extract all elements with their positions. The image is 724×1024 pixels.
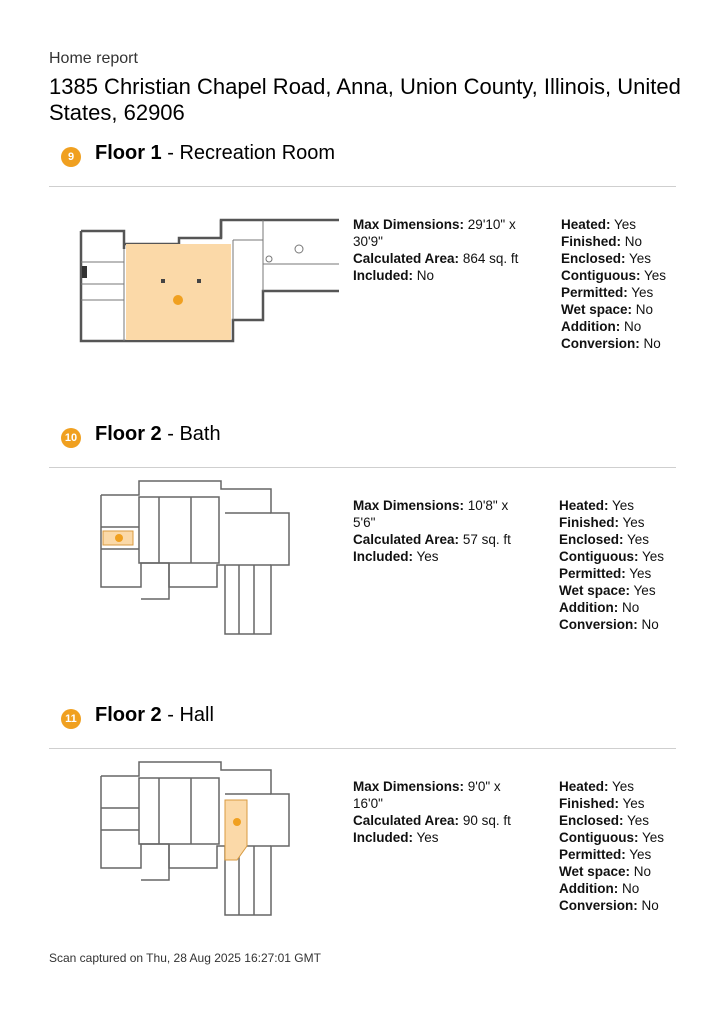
flag-value: Yes (627, 813, 650, 828)
section-header (49, 704, 676, 749)
flag-row (559, 812, 679, 829)
section-title (95, 142, 335, 165)
flag-row (559, 582, 679, 599)
room-section-hall (49, 704, 676, 913)
flag-row (561, 250, 681, 267)
room-number-badge: 11 (61, 709, 81, 729)
detail-value: No (416, 268, 435, 283)
detail-row (353, 216, 533, 250)
flag-row (561, 267, 681, 284)
flag-row (559, 514, 679, 531)
flag-label: Contiguous: (559, 830, 639, 845)
flag-label: Heated: (561, 217, 611, 232)
room-name: Bath (179, 423, 221, 445)
flag-label: Conversion: (559, 617, 638, 632)
flag-row (561, 284, 681, 301)
flag-value: No (622, 881, 640, 896)
flag-row (559, 880, 679, 897)
flag-label: Conversion: (559, 898, 638, 913)
detail-value: Yes (416, 830, 439, 845)
flag-row (559, 863, 679, 880)
flag-value: Yes (614, 217, 637, 232)
floor-label: Floor 1 (95, 142, 162, 164)
property-address: 1385 Christian Chapel Road, Anna, Union County, Illinois, United States, 62906 (49, 74, 681, 125)
section-title (95, 704, 214, 727)
detail-row (353, 250, 533, 267)
section-title (95, 423, 221, 446)
flag-row (559, 531, 679, 548)
detail-row (353, 267, 533, 284)
flag-value: Yes (629, 847, 652, 862)
flag-label: Heated: (559, 779, 609, 794)
flag-label: Contiguous: (559, 549, 639, 564)
floor-label: Floor 2 (95, 704, 162, 726)
floor-plan-diagram (79, 204, 339, 364)
flag-row (559, 846, 679, 863)
flag-label: Finished: (561, 234, 621, 249)
flag-value: Yes (633, 583, 656, 598)
flag-value: Yes (631, 285, 654, 300)
flag-row (559, 565, 679, 582)
room-details (353, 497, 533, 565)
title-separator: - (161, 423, 180, 445)
flag-row (559, 897, 679, 914)
floor-plan-diagram (99, 760, 299, 920)
flag-label: Addition: (561, 319, 621, 334)
flag-value: Yes (642, 830, 665, 845)
detail-row (353, 548, 533, 565)
flag-value: No (635, 302, 654, 317)
detail-label: Max Dimensions: (353, 498, 465, 513)
flag-label: Conversion: (561, 336, 640, 351)
title-separator: - (161, 704, 180, 726)
detail-row (353, 829, 533, 846)
flag-value: Yes (622, 515, 645, 530)
room-number-badge: 10 (61, 428, 81, 448)
detail-value: 90 sq. ft (462, 813, 511, 828)
detail-label: Included: (353, 549, 413, 564)
room-name: Recreation Room (179, 142, 336, 164)
detail-label: Included: (353, 830, 413, 845)
room-number-badge: 9 (61, 147, 81, 167)
room-details (353, 216, 533, 284)
flag-row (559, 778, 679, 795)
flag-label: Addition: (559, 881, 619, 896)
flag-value: No (641, 617, 659, 632)
flag-label: Finished: (559, 796, 619, 811)
flag-value: Yes (622, 796, 645, 811)
flag-value: Yes (612, 498, 635, 513)
room-section-bath (49, 423, 676, 632)
flag-label: Permitted: (561, 285, 628, 300)
flag-value: Yes (627, 532, 650, 547)
detail-value: 9'0" x 16'0" (353, 779, 501, 811)
flag-label: Heated: (559, 498, 609, 513)
flag-row (561, 301, 681, 318)
flag-row (559, 497, 679, 514)
flag-label: Enclosed: (561, 251, 626, 266)
flag-row (559, 795, 679, 812)
detail-row (353, 778, 533, 812)
flag-label: Permitted: (559, 847, 626, 862)
detail-value: 57 sq. ft (462, 532, 511, 547)
flag-row (559, 599, 679, 616)
flag-label: Enclosed: (559, 813, 624, 828)
flag-label: Finished: (559, 515, 619, 530)
flag-label: Permitted: (559, 566, 626, 581)
room-flags (559, 497, 679, 633)
detail-label: Calculated Area: (353, 532, 460, 547)
flag-row (561, 216, 681, 233)
report-label: Home report (49, 50, 138, 67)
flag-value: No (641, 898, 659, 913)
flag-label: Wet space: (559, 583, 631, 598)
detail-value: 10'8" x 5'6" (353, 498, 509, 530)
flag-value: Yes (629, 251, 652, 266)
flag-label: Wet space: (559, 864, 631, 879)
detail-value: 864 sq. ft (462, 251, 519, 266)
flag-row (559, 616, 679, 633)
floor-label: Floor 2 (95, 423, 162, 445)
flag-label: Addition: (559, 600, 619, 615)
detail-row (353, 497, 533, 531)
floor-plan-diagram (99, 479, 299, 639)
detail-label: Included: (353, 268, 413, 283)
title-separator: - (161, 142, 180, 164)
detail-value: Yes (416, 549, 439, 564)
flag-value: No (633, 864, 652, 879)
flag-value: Yes (642, 549, 665, 564)
flag-row (561, 233, 681, 250)
flag-row (559, 548, 679, 565)
room-flags (559, 778, 679, 914)
flag-row (561, 318, 681, 335)
flag-value: No (622, 600, 640, 615)
section-header (49, 142, 676, 187)
detail-label: Calculated Area: (353, 251, 460, 266)
scan-timestamp: Scan captured on Thu, 28 Aug 2025 16:27:01 GMT (49, 951, 321, 965)
detail-label: Calculated Area: (353, 813, 460, 828)
room-details (353, 778, 533, 846)
flag-value: No (624, 319, 642, 334)
detail-value: 29'10" x 30'9" (353, 217, 516, 249)
detail-row (353, 531, 533, 548)
flag-row (561, 335, 681, 352)
detail-row (353, 812, 533, 829)
room-flags (561, 216, 681, 352)
flag-label: Enclosed: (559, 532, 624, 547)
flag-value: Yes (629, 566, 652, 581)
section-header (49, 423, 676, 468)
flag-value: Yes (612, 779, 635, 794)
flag-label: Wet space: (561, 302, 633, 317)
flag-value: No (643, 336, 661, 351)
detail-label: Max Dimensions: (353, 779, 465, 794)
detail-label: Max Dimensions: (353, 217, 465, 232)
flag-row (559, 829, 679, 846)
flag-label: Contiguous: (561, 268, 641, 283)
room-section-recreation-room (49, 142, 676, 351)
flag-value: Yes (644, 268, 667, 283)
room-name: Hall (179, 704, 214, 726)
flag-value: No (624, 234, 643, 249)
